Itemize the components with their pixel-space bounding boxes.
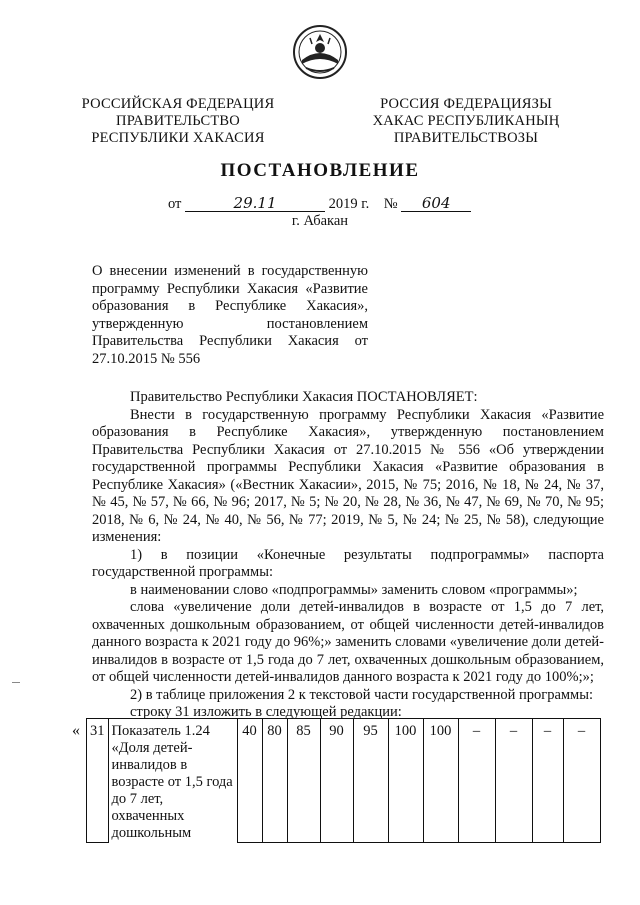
handwritten-number: 604	[401, 196, 471, 212]
paragraph: строку 31 изложить в следующей редакции:	[130, 704, 402, 720]
row-description: Показатель 1.24 «Доля детей-инвалидов в возрасте от 1,5 года до 7 лет, охваченных дошкольным	[108, 719, 237, 843]
paragraph: слова «увеличение доли детей-инвалидов в возрасте от 1,5 до 7 лет, охваченных дошкольным образованием, от общей численности детей-инвалидов данного возраста к 2021 году до 96%;» заменить словами «увеличение доли детей-инвалидов в возрасте от 1,5 года до 7 лет, охваченных дошкольным образованием, от общей численности детей-инвалидов данного возраста к 2021 году до 100%;»;	[92, 599, 604, 685]
value-cell: –	[458, 719, 495, 843]
value-cell: 100	[388, 719, 423, 843]
header-left-line: ПРАВИТЕЛЬСТВО	[116, 113, 240, 129]
from-label: от	[168, 196, 182, 212]
header-left-line: РЕСПУБЛИКИ ХАКАСИЯ	[91, 130, 265, 146]
year-text: 2019 г.	[328, 196, 370, 212]
value-cell: –	[495, 719, 532, 843]
row-number: 31	[87, 719, 109, 843]
paragraph: Правительство Республики Хакасия ПОСТАНОВЛЯЕТ:	[130, 389, 478, 405]
table-row	[87, 719, 601, 843]
value-cell: 80	[262, 719, 287, 843]
coat-of-arms-icon	[292, 24, 348, 80]
date-line	[168, 196, 471, 213]
header-right-line: ХАКАС РЕСПУБЛИКАНЫҢ	[372, 113, 560, 129]
city: г. Абакан	[291, 213, 349, 229]
value-cell: 95	[353, 719, 388, 843]
header-left	[78, 96, 278, 147]
value-cell: –	[563, 719, 600, 843]
handwritten-date: 29.11	[185, 196, 325, 212]
header-right-line: ПРАВИТЕЛЬСТВОЗЫ	[393, 130, 539, 146]
value-cell: –	[532, 719, 563, 843]
margin-mark	[12, 682, 20, 683]
paragraph: 2) в таблице приложения 2 к текстовой части государственной программы:	[130, 686, 594, 703]
paragraph: Внести в государственную программу Республики Хакасия «Развитие образования в Республике Хакасия», утвержденную постановлением Правительства Республики Хакасия от 27.10.2015 № 556 «Об утверждении государственной программы Республики Хакасия «Развитие образования в Республике Хакасия» («Вестник Хакасии», 2015, № 75; 2016, № 18, № 24, № 37, № 45, № 57, № 66, № 96; 2017, № 5; № 20, № 28, № 36, № 47, № 69, № 70, № 95; 2018, № 6, № 24, № 40, № 56, № 77; 2019, № 5, № 24; № 25, № 58), следующие изменения:	[92, 406, 604, 545]
header-right-line: РОССИЯ ФЕДЕРАЦИЯЗЫ	[380, 96, 552, 112]
header-right	[366, 96, 566, 147]
body-text	[92, 389, 604, 722]
header-left-line: РОССИЙСКАЯ ФЕДЕРАЦИЯ	[81, 96, 275, 112]
document-title: ПОСТАНОВЛЕНИЕ	[220, 160, 420, 181]
value-cell: 100	[423, 719, 458, 843]
opening-quote: «	[72, 722, 80, 739]
value-cell: 90	[320, 719, 353, 843]
paragraph: 1) в позиции «Конечные результаты подпрограммы» паспорта государственной программы:	[92, 546, 604, 580]
paragraph: в наименовании слово «подпрограммы» заменить словом «программы»;	[130, 581, 578, 598]
subject-block: О внесении изменений в государственную программу Республики Хакасия «Развитие образования в Республике Хакасия», утвержденную постановлением Правительства Республики Хакасия от 27.10.2015 № 556	[92, 263, 368, 367]
indicator-table	[86, 718, 601, 843]
value-cell: 85	[287, 719, 320, 843]
number-label: №	[383, 196, 398, 212]
value-cell: 40	[237, 719, 262, 843]
